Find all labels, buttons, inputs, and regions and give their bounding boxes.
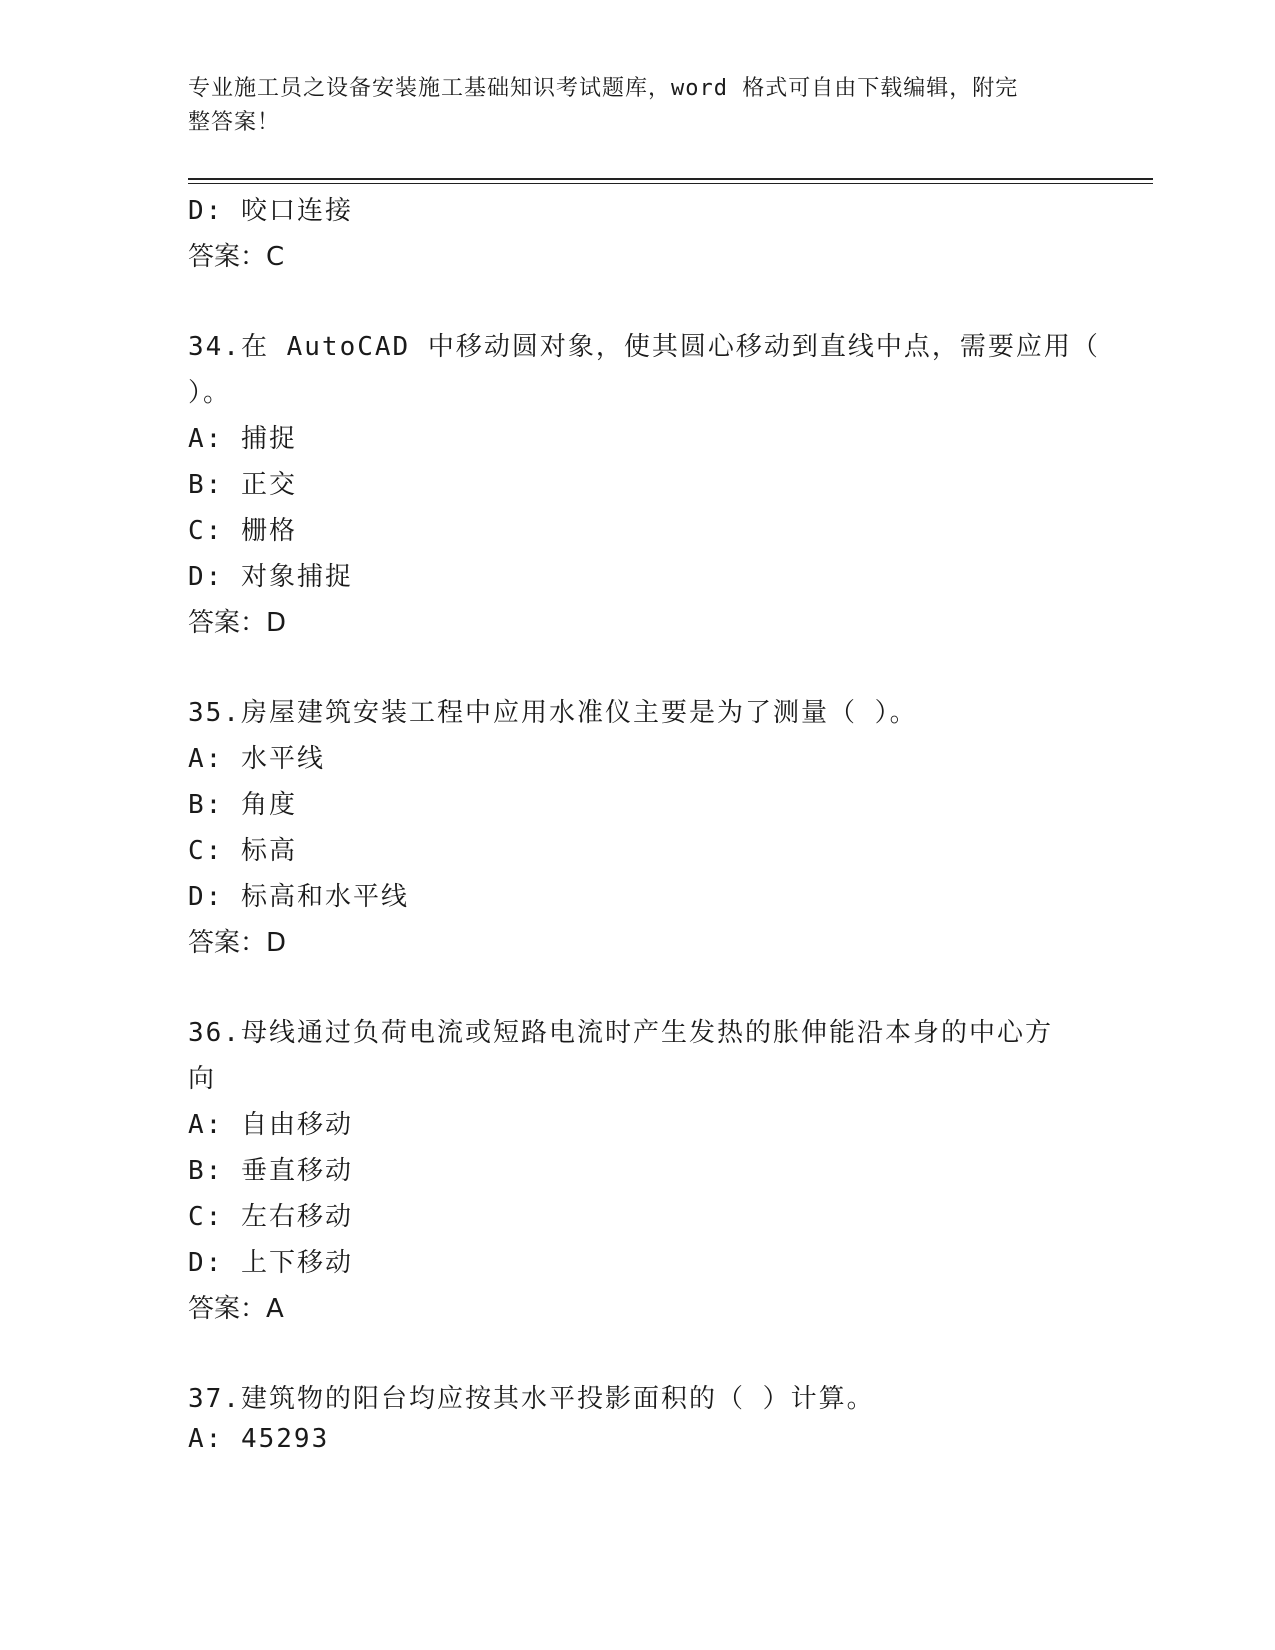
- q37-option-a: A: 45293: [188, 1424, 330, 1454]
- header-divider-thin: [188, 183, 1153, 184]
- q36-stem-line1: 36.母线通过负荷电流或短路电流时产生发热的胀伸能沿本身的中心方: [188, 1018, 1053, 1048]
- q34-stem-line2: ）。: [188, 378, 232, 408]
- q36-option-b: B: 垂直移动: [188, 1156, 353, 1186]
- q37-stem: 37.建筑物的阳台均应按其水平投影面积的（ ）计算。: [188, 1384, 875, 1414]
- q35-option-c: C: 标高: [188, 836, 297, 866]
- q34-option-a: A: 捕捉: [188, 424, 297, 454]
- q36-option-a: A: 自由移动: [188, 1110, 353, 1140]
- prev-option-d: D: 咬口连接: [188, 196, 353, 226]
- q36-answer: 答案：A: [188, 1294, 284, 1324]
- header-line-2: 整答案！: [188, 110, 281, 135]
- q36-option-d: D: 上下移动: [188, 1248, 353, 1278]
- header-line-1: 专业施工员之设备安装施工基础知识考试题库，word 格式可自由下载编辑，附完: [188, 76, 1019, 101]
- q35-stem: 35.房屋建筑安装工程中应用水准仪主要是为了测量（ ）。: [188, 698, 918, 728]
- document-header: [188, 72, 1068, 140]
- prev-answer: 答案：C: [188, 242, 285, 272]
- q36-option-c: C: 左右移动: [188, 1202, 353, 1232]
- q35-answer: 答案：D: [188, 928, 287, 958]
- q36-stem-line2: 向: [188, 1064, 217, 1094]
- q35-option-d: D: 标高和水平线: [188, 882, 409, 912]
- q34-option-d: D: 对象捕捉: [188, 562, 353, 592]
- q34-option-b: B: 正交: [188, 470, 297, 500]
- header-divider-thick: [188, 178, 1153, 180]
- q35-option-b: B: 角度: [188, 790, 297, 820]
- q34-answer: 答案：D: [188, 608, 287, 638]
- q34-option-c: C: 栅格: [188, 516, 297, 546]
- q35-option-a: A: 水平线: [188, 744, 325, 774]
- q34-stem-line1: 34.在 AutoCAD 中移动圆对象，使其圆心移动到直线中点，需要应用（: [188, 332, 1100, 362]
